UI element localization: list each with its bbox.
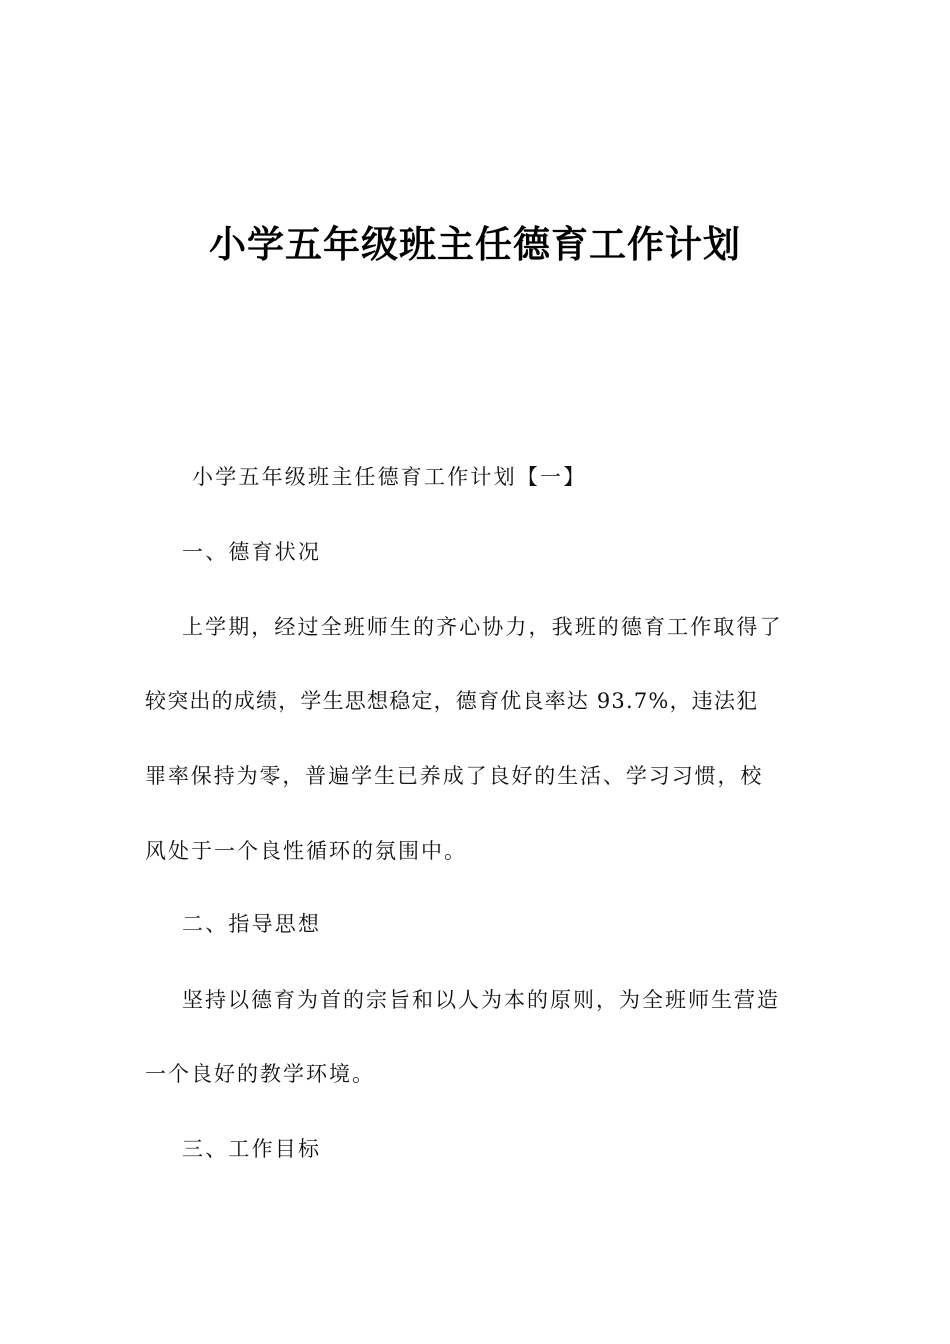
paragraph-line: 一个良好的教学环境。 — [145, 1062, 375, 1086]
paragraph-line: 上学期，经过全班师生的齐心协力，我班的德育工作取得了 — [182, 615, 783, 639]
paragraph-line: 较突出的成绩，学生思想稳定，德育优良率达 93.7%，违法犯 — [145, 689, 759, 713]
section-heading-2: 二、指导思想 — [182, 912, 322, 936]
document-title: 小学五年级班主任德育工作计划 — [209, 223, 741, 266]
section-subtitle: 小学五年级班主任德育工作计划【一】 — [192, 465, 587, 489]
paragraph-line: 坚持以德育为首的宗旨和以人为本的原则，为全班师生营造 — [182, 988, 780, 1012]
section-heading-1: 一、德育状况 — [182, 540, 322, 564]
paragraph-line: 罪率保持为零，普遍学生已养成了良好的生活、学习习惯，校 — [145, 764, 764, 788]
paragraph-line: 风处于一个良性循环的氛围中。 — [145, 839, 467, 863]
section-heading-3: 三、工作目标 — [182, 1137, 322, 1161]
